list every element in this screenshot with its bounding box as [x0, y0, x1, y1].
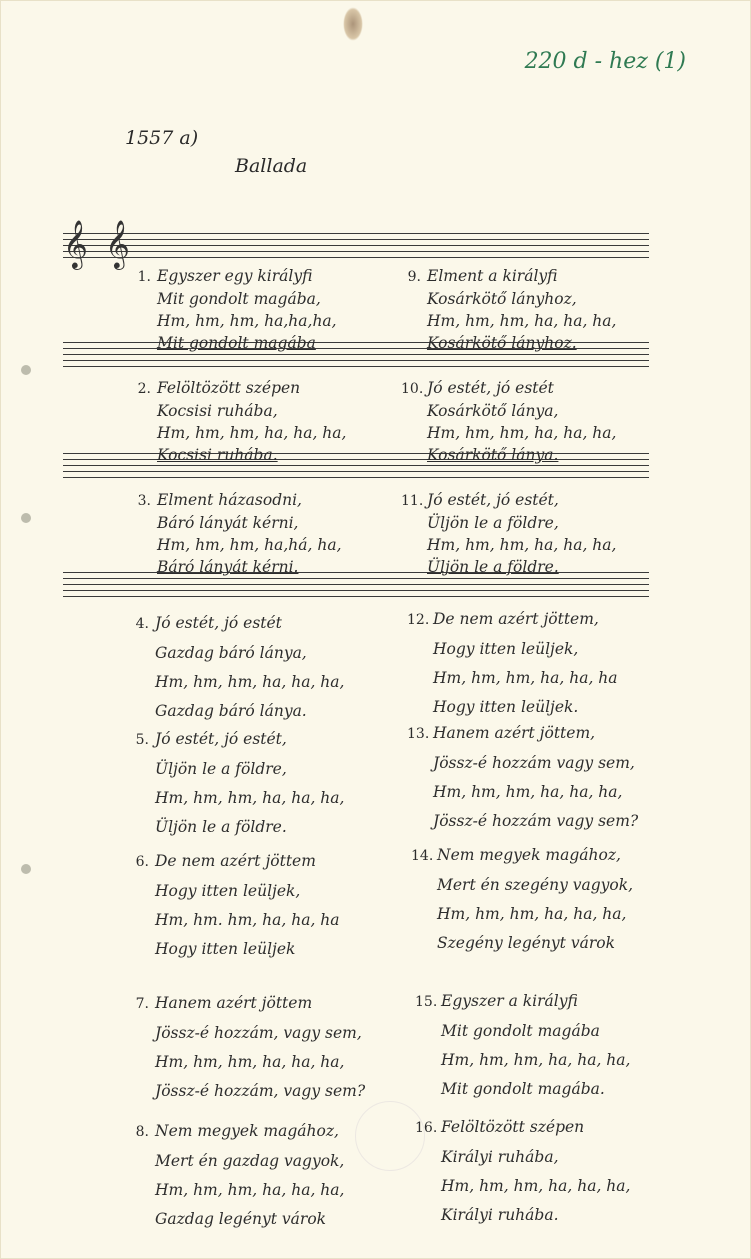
verse-line — [415, 1172, 630, 1201]
verse-line — [407, 778, 638, 807]
page-title: Ballada — [235, 155, 308, 177]
verse-text: Kosárkötő lánya. — [427, 446, 559, 464]
verse-text: Jó estét, jó estét — [155, 614, 282, 632]
verse-text: Jössz-é hozzám vagy sem? — [433, 812, 639, 830]
verse-text: Hm, hm, hm, ha, ha, ha, — [433, 783, 623, 801]
verse-text: Mit gondolt magába — [157, 334, 316, 352]
verse-line — [129, 906, 340, 935]
verse-line — [407, 749, 638, 778]
verse-line — [129, 1077, 365, 1106]
verse-line — [129, 1205, 344, 1234]
verse-line — [411, 900, 633, 929]
verse-text: Hm, hm, hm, ha, ha, ha, — [157, 424, 347, 442]
verse-text: Hm, hm, hm, ha, ha, ha, — [427, 536, 617, 554]
verse-line — [129, 1117, 344, 1147]
verse-line — [415, 1113, 630, 1143]
verse-line — [129, 935, 340, 964]
catalog-number: 1557 a) — [125, 127, 199, 149]
verse-text: Kocsisi ruhába. — [157, 446, 278, 464]
verse-number: 13. — [407, 726, 430, 742]
verse-line — [401, 422, 616, 444]
verse-text: Jó estét, jó estét, — [427, 491, 559, 509]
verse-line — [129, 1176, 344, 1205]
verse-text: Jössz-é hozzám, vagy sem, — [155, 1024, 362, 1042]
verse-line — [407, 807, 638, 836]
verse-2 — [131, 377, 346, 466]
verse-line — [129, 784, 344, 813]
verse-text: Jó estét, jó estét, — [155, 730, 287, 748]
verse-line — [131, 400, 346, 422]
verse-15 — [415, 987, 630, 1104]
verse-line — [131, 534, 342, 556]
verse-line — [411, 871, 633, 900]
verse-line — [415, 1201, 630, 1230]
verse-line — [407, 719, 638, 749]
verse-number: 2. — [137, 381, 151, 397]
verse-text: Nem megyek magához, — [155, 1122, 339, 1140]
verse-line — [129, 1048, 365, 1077]
verse-text: Hogy itten leüljek — [155, 940, 296, 958]
verse-text: Báró lányát kérni. — [157, 558, 299, 576]
verse-line — [401, 288, 616, 310]
verse-line — [401, 265, 616, 288]
verse-text: Gazdag báró lánya, — [155, 644, 307, 662]
verse-line — [131, 377, 346, 400]
verse-12 — [407, 605, 618, 722]
verse-7 — [129, 989, 365, 1106]
verse-line — [129, 813, 344, 842]
verse-text: Hogy itten leüljek, — [155, 882, 301, 900]
verse-text: Báró lányát kérni, — [157, 514, 299, 532]
verse-line — [415, 1075, 630, 1104]
verse-number: 4. — [135, 616, 149, 632]
verse-line — [129, 877, 340, 906]
verse-1 — [131, 265, 337, 354]
verse-line — [131, 489, 342, 512]
verse-line — [401, 489, 616, 512]
verse-text: Egyszer a királyfi — [441, 992, 578, 1010]
verse-text: Felöltözött szépen — [157, 379, 301, 397]
verse-10 — [401, 377, 616, 466]
verse-text: Kocsisi ruhába, — [157, 402, 278, 420]
verse-number: 11. — [401, 493, 424, 509]
verse-text: Felöltözött szépen — [441, 1118, 585, 1136]
verse-text: Hanem azért jöttem, — [433, 724, 596, 742]
verse-number: 3. — [137, 493, 151, 509]
verse-text: Egyszer egy királyfi — [157, 267, 313, 285]
treble-clef-icon: 𝄞 — [105, 219, 130, 268]
verse-text: Üljön le a földre, — [155, 760, 287, 778]
punch-hole — [21, 864, 31, 874]
verse-text: Királyi ruhába, — [441, 1148, 559, 1166]
verse-text: Hm, hm, hm, ha, ha, ha, — [155, 1053, 345, 1071]
verse-number: 1. — [137, 269, 151, 285]
verse-9 — [401, 265, 616, 354]
verse-line — [131, 288, 337, 310]
verse-6 — [129, 847, 340, 964]
verse-line — [401, 512, 616, 534]
verse-text: De nem azért jöttem, — [433, 610, 599, 628]
verse-line — [415, 1017, 630, 1046]
music-staff — [63, 233, 649, 263]
verse-3 — [131, 489, 342, 578]
verse-text: Üljön le a földre, — [427, 514, 559, 532]
verse-text: Üljön le a földre. — [427, 558, 559, 576]
verse-text: Kosárkötő lányhoz. — [427, 334, 577, 352]
verse-5 — [129, 725, 344, 842]
verse-text: Hm, hm, hm, ha, ha, ha, — [155, 789, 345, 807]
verse-line — [131, 310, 337, 332]
ink-stain — [343, 7, 363, 41]
verse-line — [129, 847, 340, 877]
archive-label: 220 d - hez (1) — [524, 49, 686, 74]
verse-text: Üljön le a földre. — [155, 818, 287, 836]
verse-text: Jó estét, jó estét — [427, 379, 554, 397]
verse-line — [401, 444, 616, 466]
verse-text: Hm, hm, hm, ha, ha, ha, — [441, 1177, 631, 1195]
verse-line — [411, 841, 633, 871]
verse-number: 10. — [401, 381, 424, 397]
verse-13 — [407, 719, 638, 836]
verse-line — [129, 639, 344, 668]
verse-line — [415, 987, 630, 1017]
verse-text: Hogy itten leüljek. — [433, 698, 579, 716]
treble-clef-icon: 𝄞 — [63, 219, 88, 268]
verse-number: 6. — [135, 854, 149, 870]
verse-text: Hm, hm, hm, ha,há, ha, — [157, 536, 342, 554]
verse-text: Mert én gazdag vagyok, — [155, 1152, 345, 1170]
verse-line — [131, 332, 337, 354]
verse-line — [401, 556, 616, 578]
verse-number: 5. — [135, 732, 149, 748]
verse-text: Jössz-é hozzám vagy sem, — [433, 754, 635, 772]
verse-text: De nem azért jöttem — [155, 852, 316, 870]
verse-number: 14. — [411, 848, 434, 864]
punch-hole — [21, 513, 31, 523]
verse-line — [407, 605, 618, 635]
punch-hole — [21, 365, 31, 375]
verse-line — [131, 265, 337, 288]
verse-text: Hm, hm, hm, ha, ha, ha, — [427, 424, 617, 442]
verse-text: Mit gondolt magába. — [441, 1080, 605, 1098]
verse-text: Hm, hm, hm, ha, ha, ha, — [427, 312, 617, 330]
verse-text: Hm, hm. hm, ha, ha, ha — [155, 911, 340, 929]
verse-line — [131, 556, 342, 578]
verse-line — [411, 929, 633, 958]
verse-line — [407, 635, 618, 664]
verse-line — [129, 1147, 344, 1176]
verse-text: Hogy itten leüljek, — [433, 640, 579, 658]
verse-16 — [415, 1113, 630, 1230]
verse-line — [401, 400, 616, 422]
verse-number: 16. — [415, 1120, 438, 1136]
verse-8 — [129, 1117, 344, 1234]
verse-line — [401, 332, 616, 354]
verse-text: Nem megyek magához, — [437, 846, 621, 864]
verse-line — [401, 310, 616, 332]
verse-line — [129, 609, 344, 639]
verse-line — [129, 1019, 365, 1048]
verse-number: 8. — [135, 1124, 149, 1140]
verse-line — [131, 444, 346, 466]
verse-text: Királyi ruhába. — [441, 1206, 559, 1224]
verse-line — [129, 989, 365, 1019]
verse-text: Kosárkötő lánya, — [427, 402, 559, 420]
verse-line — [131, 422, 346, 444]
verse-line — [415, 1046, 630, 1075]
verse-line — [407, 693, 618, 722]
verse-number: 9. — [407, 269, 421, 285]
verse-number: 12. — [407, 612, 430, 628]
verse-text: Mit gondolt magába, — [157, 290, 321, 308]
verse-4 — [129, 609, 344, 726]
verse-text: Jössz-é hozzám, vagy sem? — [155, 1082, 366, 1100]
verse-text: Gazdag legényt várok — [155, 1210, 327, 1228]
verse-line — [129, 755, 344, 784]
verse-line — [129, 697, 344, 726]
verse-text: Gazdag báró lánya. — [155, 702, 307, 720]
verse-line — [401, 534, 616, 556]
verse-text: Hm, hm, hm, ha, ha, ha — [433, 669, 618, 687]
verse-number: 7. — [135, 996, 149, 1012]
verse-11 — [401, 489, 616, 578]
verse-text: Kosárkötő lányhoz, — [427, 290, 577, 308]
verse-text: Hm, hm, hm, ha, ha, ha, — [155, 673, 345, 691]
verse-number: 15. — [415, 994, 438, 1010]
verse-text: Elment házasodni, — [157, 491, 302, 509]
verse-text: Szegény legényt várok — [437, 934, 615, 952]
verse-line — [401, 377, 616, 400]
verse-text: Hanem azért jöttem — [155, 994, 313, 1012]
verse-text: Mit gondolt magába — [441, 1022, 600, 1040]
verse-text: Hm, hm, hm, ha,ha,ha, — [157, 312, 337, 330]
verse-line — [129, 725, 344, 755]
verse-text: Mert én szegény vagyok, — [437, 876, 634, 894]
verse-text: Hm, hm, hm, ha, ha, ha, — [437, 905, 627, 923]
verse-text: Hm, hm, hm, ha, ha, ha, — [155, 1181, 345, 1199]
verse-text: Elment a királyfi — [427, 267, 558, 285]
verse-line — [407, 664, 618, 693]
verse-line — [131, 512, 342, 534]
verse-line — [129, 668, 344, 697]
verse-14 — [411, 841, 633, 958]
verse-text: Hm, hm, hm, ha, ha, ha, — [441, 1051, 631, 1069]
verse-line — [415, 1143, 630, 1172]
